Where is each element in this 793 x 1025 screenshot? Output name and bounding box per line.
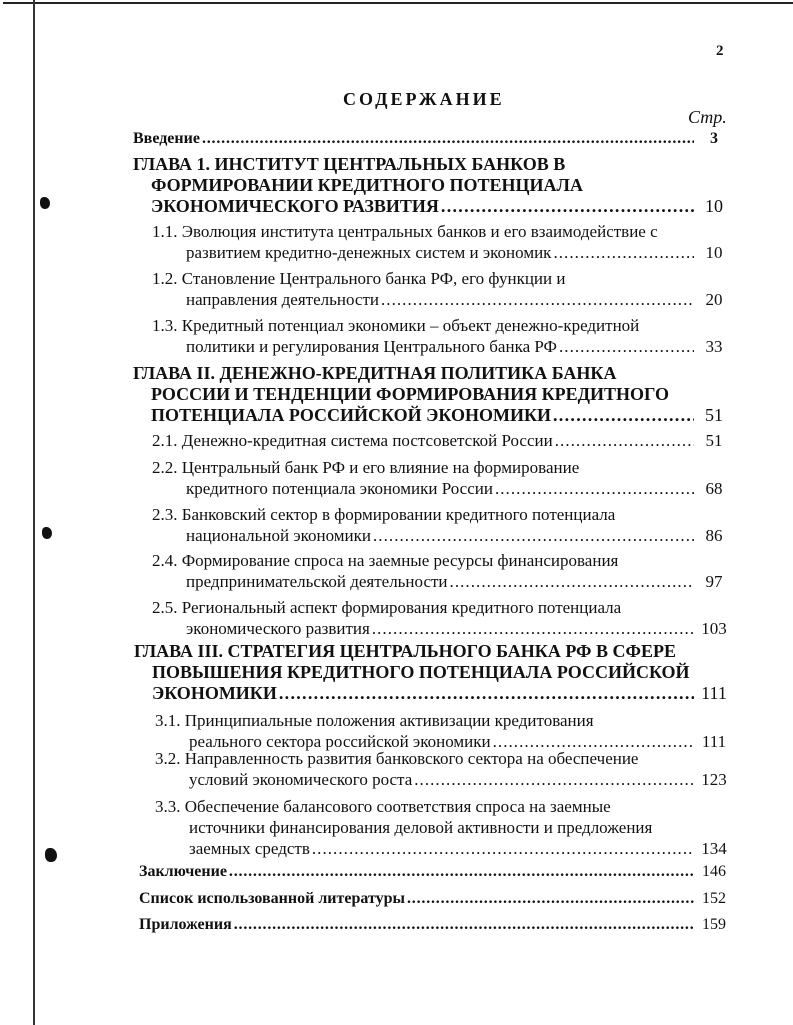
dot-leader bbox=[553, 430, 694, 451]
section-title-line: политики и регулирования Центрального банка РФ bbox=[186, 337, 557, 356]
toc-entry-bibliography[interactable] bbox=[139, 888, 734, 909]
toc-entry-title: Введение bbox=[133, 130, 200, 147]
toc-entry-page: 51 bbox=[705, 405, 723, 425]
toc-entry-title: Заключение bbox=[139, 863, 227, 880]
toc-section-3-3[interactable] bbox=[155, 796, 734, 859]
scan-artifact-mark bbox=[45, 848, 57, 862]
toc-section-2-3[interactable] bbox=[152, 504, 734, 546]
toc-entry-title: Список использованной литературы bbox=[139, 890, 405, 907]
toc-section-1-2[interactable] bbox=[152, 268, 734, 310]
toc-section-1-3[interactable] bbox=[152, 315, 734, 357]
toc-section-3-1[interactable] bbox=[155, 710, 734, 752]
dot-leader bbox=[370, 618, 694, 639]
dot-leader bbox=[227, 861, 694, 882]
chapter-title-line: ЭКОНОМИКИ bbox=[152, 683, 277, 703]
dot-leader bbox=[551, 405, 694, 426]
section-title-line: 2.1. Денежно-кредитная система постсоветской России bbox=[152, 431, 553, 450]
dot-leader bbox=[232, 914, 694, 935]
section-title-line: 3.1. Принципиальные положения активизации кредитования bbox=[155, 711, 594, 730]
page-number: 2 bbox=[716, 43, 724, 59]
toc-entry-page: 3 bbox=[710, 130, 718, 147]
dot-leader bbox=[200, 128, 694, 149]
toc-entry-page: 146 bbox=[702, 863, 726, 880]
section-title-line: 2.4. Формирование спроса на заемные ресурсы финансирования bbox=[152, 551, 619, 570]
toc-entry-page: 103 bbox=[701, 619, 727, 638]
dot-leader bbox=[557, 336, 694, 357]
chapter-title-line: ПОТЕНЦИАЛА РОССИЙСКОЙ ЭКОНОМИКИ bbox=[151, 405, 551, 425]
toc-entry-page: 97 bbox=[705, 572, 723, 591]
dot-leader bbox=[439, 196, 694, 217]
section-title-line: 1.1. Эволюция института центральных банков и его взаимодействие с bbox=[152, 222, 658, 241]
toc-chapter-1[interactable] bbox=[133, 154, 734, 217]
section-title-line: экономического развития bbox=[186, 619, 370, 638]
section-title-line: 3.3. Обеспечение балансового соответствия спроса на заемные bbox=[155, 797, 611, 816]
section-title-line: 2.2. Центральный банк РФ и его влияние на формирование bbox=[152, 458, 580, 477]
toc-entry-page: 86 bbox=[705, 526, 723, 545]
page-title: СОДЕРЖАНИЕ bbox=[343, 89, 505, 109]
toc-entry-conclusion[interactable] bbox=[139, 861, 734, 882]
toc-section-2-5[interactable] bbox=[152, 597, 734, 639]
section-title-line: предпринимательской деятельности bbox=[186, 572, 448, 591]
page-column-header: Стр. bbox=[688, 107, 727, 127]
toc-entry-page: 111 bbox=[701, 732, 727, 751]
dot-leader bbox=[493, 478, 694, 499]
section-title-line: условий экономического роста bbox=[189, 770, 413, 789]
scan-border-top bbox=[3, 2, 793, 4]
chapter-title-line: ГЛАВА 1. ИНСТИТУТ ЦЕНТРАЛЬНЫХ БАНКОВ В bbox=[133, 154, 566, 174]
dot-leader bbox=[371, 525, 694, 546]
toc-entry-page: 111 bbox=[701, 683, 727, 703]
toc-entry-page: 10 bbox=[705, 196, 723, 216]
toc-entry-page: 134 bbox=[701, 839, 727, 858]
chapter-title-line: ПОВЫШЕНИЯ КРЕДИТНОГО ПОТЕНЦИАЛА РОССИЙСКОЙ bbox=[152, 662, 690, 682]
dot-leader bbox=[448, 571, 694, 592]
chapter-title-line: ГЛАВА II. ДЕНЕЖНО-КРЕДИТНАЯ ПОЛИТИКА БАНКА bbox=[133, 363, 617, 383]
scan-artifact-mark bbox=[42, 527, 52, 539]
dot-leader bbox=[412, 769, 694, 790]
section-title-line: источники финансирования деловой активности и предложения bbox=[189, 818, 653, 837]
toc-section-3-2[interactable] bbox=[155, 748, 734, 790]
section-title-line: заемных средств bbox=[189, 839, 310, 858]
toc-entry-page: 152 bbox=[702, 890, 726, 907]
section-title-line: направления деятельности bbox=[186, 290, 379, 309]
chapter-title-line: ФОРМИРОВАНИИ КРЕДИТНОГО ПОТЕНЦИАЛА bbox=[151, 175, 583, 195]
toc-entry-title: Приложения bbox=[139, 916, 232, 933]
toc-entry-introduction[interactable] bbox=[133, 128, 734, 149]
toc-chapter-2[interactable] bbox=[133, 363, 734, 426]
toc-entry-page: 33 bbox=[705, 337, 723, 356]
toc-section-2-2[interactable] bbox=[152, 457, 734, 499]
section-title-line: развитием кредитно-денежных систем и экономик bbox=[186, 243, 552, 262]
toc-entry-page: 51 bbox=[705, 431, 723, 450]
toc-section-2-1[interactable] bbox=[152, 430, 734, 451]
chapter-title-line: ГЛАВА III. СТРАТЕГИЯ ЦЕНТРАЛЬНОГО БАНКА РФ В СФЕРЕ bbox=[134, 641, 676, 661]
dot-leader bbox=[405, 888, 694, 909]
section-title-line: кредитного потенциала экономики России bbox=[186, 479, 493, 498]
toc-entry-page: 68 bbox=[705, 479, 723, 498]
section-title-line: 2.3. Банковский сектор в формировании кредитного потенциала bbox=[152, 505, 616, 524]
dot-leader bbox=[277, 683, 694, 704]
chapter-title-line: ЭКОНОМИЧЕСКОГО РАЗВИТИЯ bbox=[151, 196, 439, 216]
toc-entry-appendices[interactable] bbox=[139, 914, 734, 935]
toc-entry-page: 159 bbox=[702, 916, 726, 933]
section-title-line: реального сектора российской экономики bbox=[189, 732, 491, 751]
toc-entry-page: 10 bbox=[705, 243, 723, 262]
chapter-title-line: РОССИИ И ТЕНДЕНЦИИ ФОРМИРОВАНИЯ КРЕДИТНОГО bbox=[151, 384, 670, 404]
section-title-line: 1.3. Кредитный потенциал экономики – объект денежно-кредитной bbox=[152, 316, 640, 335]
toc-chapter-3[interactable] bbox=[134, 641, 734, 704]
toc-entry-page: 20 bbox=[705, 290, 723, 309]
section-title-line: 1.2. Становление Центрального банка РФ, его функции и bbox=[152, 269, 566, 288]
dot-leader bbox=[551, 242, 694, 263]
section-title-line: 2.5. Региональный аспект формирования кредитного потенциала bbox=[152, 598, 622, 617]
toc-section-1-1[interactable] bbox=[152, 221, 734, 263]
dot-leader bbox=[379, 289, 694, 310]
toc-entry-page: 123 bbox=[701, 770, 727, 789]
dot-leader bbox=[310, 838, 694, 859]
scan-border-left bbox=[33, 0, 35, 1025]
section-title-line: 3.2. Направленность развития банковского сектора на обеспечение bbox=[155, 749, 639, 768]
toc-section-2-4[interactable] bbox=[152, 550, 734, 592]
scan-artifact-mark bbox=[40, 197, 50, 209]
section-title-line: национальной экономики bbox=[186, 526, 371, 545]
